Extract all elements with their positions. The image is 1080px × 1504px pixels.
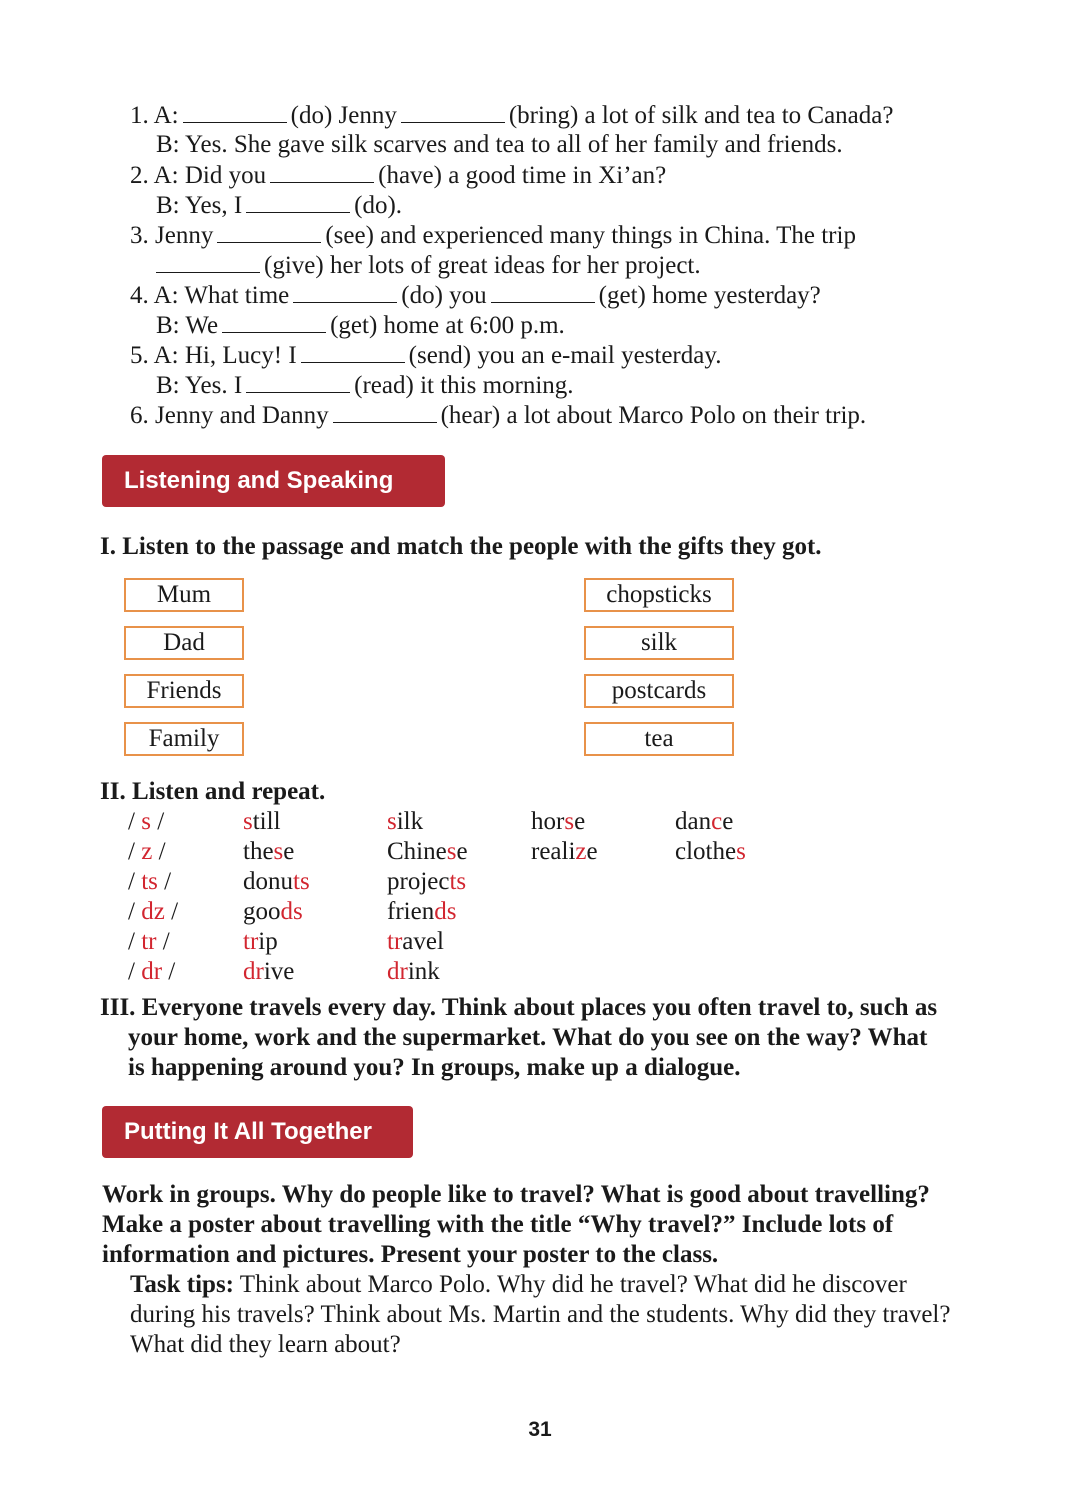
phonics-word: clothes <box>675 838 746 865</box>
phonetic-symbol: / dr / <box>128 958 176 985</box>
exercise-1a: 1. A: (do) Jenny (bring) a lot of silk and tea to Canada? <box>130 102 894 129</box>
part1-heading: I. Listen to the passage and match the people with the gifts they got. <box>100 533 822 560</box>
person-box-dad[interactable]: Dad <box>124 626 244 660</box>
phonics-word: goods <box>243 898 303 925</box>
exercise-2a: 2. A: Did you (have) a good time in Xi’an? <box>130 162 667 189</box>
task-tips-line-2: during his travels? Think about Ms. Martin and the students. Why did they travel? <box>130 1301 951 1328</box>
phonics-word: trip <box>243 928 278 955</box>
task-tips-line-1: Task tips: Think about Marco Polo. Why did he travel? What did he discover <box>130 1271 907 1298</box>
answer-blank[interactable] <box>333 400 437 423</box>
phonetic-symbol: / dz / <box>128 898 179 925</box>
task-line-2: Make a poster about travelling with the title “Why travel?” Include lots of <box>102 1211 894 1238</box>
phonics-word: Chinese <box>387 838 468 865</box>
answer-blank[interactable] <box>156 250 260 273</box>
task-tips-label: Task tips: <box>130 1271 234 1298</box>
answer-blank[interactable] <box>222 310 326 333</box>
section-banner-listening: Listening and Speaking <box>102 455 445 507</box>
section-banner-putting-together: Putting It All Together <box>102 1106 413 1158</box>
phonetic-symbol: / z / <box>128 838 166 865</box>
answer-blank[interactable] <box>270 160 374 183</box>
person-box-mum[interactable]: Mum <box>124 578 244 612</box>
phonics-word: donuts <box>243 868 310 895</box>
phonetic-symbol: / ts / <box>128 868 172 895</box>
phonics-word: dance <box>675 808 734 835</box>
part3-line-1: III. Everyone travels every day. Think about places you often travel to, such as <box>100 994 938 1021</box>
answer-blank[interactable] <box>491 280 595 303</box>
gift-box-chopsticks[interactable]: chopsticks <box>584 578 734 612</box>
exercise-3a: 3. Jenny (see) and experienced many things in China. The trip <box>130 222 856 249</box>
exercise-6: 6. Jenny and Danny (hear) a lot about Marco Polo on their trip. <box>130 402 867 429</box>
answer-blank[interactable] <box>401 100 505 123</box>
task-tips-line-3: What did they learn about? <box>130 1331 401 1358</box>
person-box-family[interactable]: Family <box>124 722 244 756</box>
answer-blank[interactable] <box>183 100 287 123</box>
phonics-word: drive <box>243 958 295 985</box>
answer-blank[interactable] <box>293 280 397 303</box>
page-number: 31 <box>528 1418 552 1441</box>
phonics-word: realize <box>531 838 598 865</box>
answer-blank[interactable] <box>246 190 350 213</box>
phonics-word: horse <box>531 808 586 835</box>
answer-blank[interactable] <box>217 220 321 243</box>
phonics-word: still <box>243 808 281 835</box>
task-line-1: Work in groups. Why do people like to travel? What is good about travelling? <box>102 1181 930 1208</box>
part3-line-2: your home, work and the supermarket. What do you see on the way? What <box>128 1024 928 1051</box>
phonics-word: travel <box>387 928 444 955</box>
exercise-1b: B: Yes. She gave silk scarves and tea to all of her family and friends. <box>156 131 843 158</box>
exercise-2b: B: Yes, I (do). <box>156 192 403 219</box>
answer-blank[interactable] <box>301 340 405 363</box>
person-box-friends[interactable]: Friends <box>124 674 244 708</box>
part3-line-3: is happening around you? In groups, make up a dialogue. <box>128 1054 741 1081</box>
task-line-3: information and pictures. Present your poster to the class. <box>102 1241 719 1268</box>
exercise-3b: (give) her lots of great ideas for her project. <box>152 250 701 281</box>
exercise-4b: B: We (get) home at 6:00 p.m. <box>156 312 565 339</box>
exercise-5b: B: Yes. I (read) it this morning. <box>156 372 574 399</box>
part2-heading: II. Listen and repeat. <box>100 778 326 805</box>
gift-box-tea[interactable]: tea <box>584 722 734 756</box>
answer-blank[interactable] <box>246 370 350 393</box>
gift-box-postcards[interactable]: postcards <box>584 674 734 708</box>
phonetic-symbol: / tr / <box>128 928 170 955</box>
phonetic-symbol: / s / <box>128 808 165 835</box>
gift-box-silk[interactable]: silk <box>584 626 734 660</box>
phonics-word: drink <box>387 958 440 985</box>
phonics-word: these <box>243 838 295 865</box>
phonics-word: silk <box>387 808 424 835</box>
exercise-5a: 5. A: Hi, Lucy! I (send) you an e-mail yesterday. <box>130 342 722 369</box>
phonics-word: projects <box>387 868 467 895</box>
phonics-word: friends <box>387 898 457 925</box>
exercise-4a: 4. A: What time (do) you (get) home yesterday? <box>130 282 821 309</box>
